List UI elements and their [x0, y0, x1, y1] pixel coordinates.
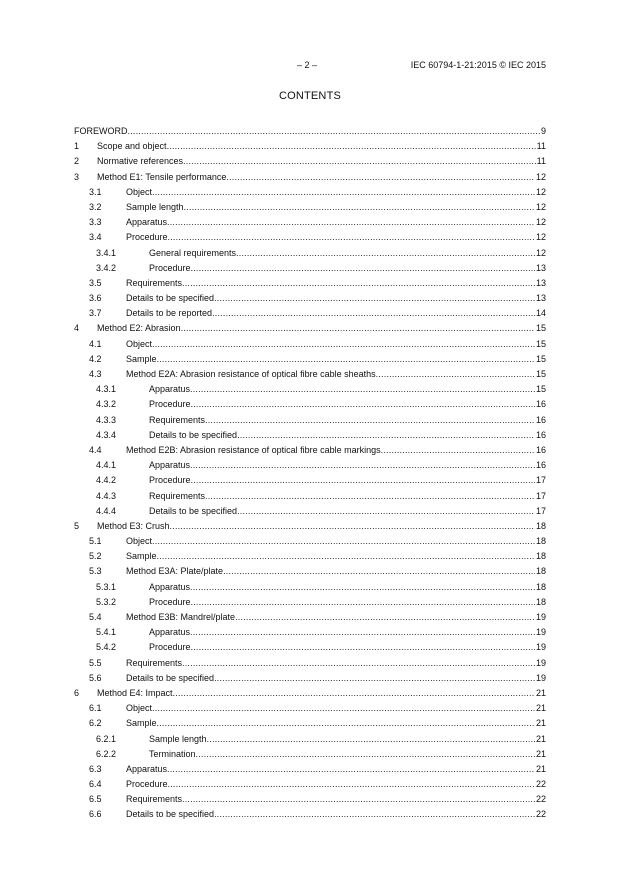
toc-entry-line — [126, 306, 546, 321]
toc-entry-title: Requirements — [126, 657, 183, 668]
dot-leader — [190, 580, 535, 595]
toc-entry[interactable] — [74, 701, 546, 716]
toc-entry-title: Sample — [126, 718, 157, 729]
toc-entry-title: Sample — [126, 551, 157, 562]
toc-entry-page: 19 — [535, 672, 546, 683]
toc-entry-number: 4 — [74, 323, 80, 334]
toc-entry-line — [97, 139, 546, 154]
toc-entry[interactable] — [74, 580, 546, 595]
toc-entry[interactable] — [74, 747, 546, 762]
toc-entry-page: 17 — [535, 505, 546, 516]
toc-entry-line — [126, 656, 546, 671]
page-header — [0, 60, 620, 74]
toc-entry[interactable] — [74, 291, 546, 306]
toc-entry-number: 5.5 — [89, 657, 102, 668]
dot-leader — [376, 367, 535, 382]
toc-entry-line — [126, 610, 546, 625]
toc-entry-line — [126, 549, 546, 564]
toc-entry-number: 3.6 — [89, 293, 102, 304]
toc-entry-page: 16 — [535, 414, 546, 425]
dot-leader — [205, 413, 535, 428]
toc-entry-line — [126, 792, 546, 807]
toc-entry-title: Method E1: Tensile performance — [97, 171, 227, 182]
dot-leader — [190, 625, 535, 640]
toc-entry-line — [126, 230, 546, 245]
toc-entry-title: Requirements — [126, 277, 183, 288]
toc-entry[interactable] — [74, 762, 546, 777]
dot-leader — [207, 732, 535, 747]
toc-entry-page: 18 — [535, 566, 546, 577]
toc-entry-number: 5.4.1 — [96, 627, 117, 638]
toc-entry-title: Apparatus — [149, 581, 191, 592]
dot-leader — [191, 640, 535, 655]
toc-entry[interactable] — [74, 549, 546, 564]
toc-entry-title: Details to be reported — [126, 308, 213, 319]
toc-entry-number: 3.2 — [89, 201, 102, 212]
toc-entry-title: Sample length — [126, 201, 184, 212]
toc-entry-line — [149, 595, 546, 610]
toc-entry-page: 21 — [535, 687, 546, 698]
toc-entry-line — [97, 154, 546, 169]
toc-entry[interactable] — [74, 261, 546, 276]
toc-entry-line — [149, 580, 546, 595]
dot-leader — [128, 124, 540, 139]
toc-entry-number: 4.2 — [89, 353, 102, 364]
toc-entry-line — [149, 246, 546, 261]
dot-leader — [212, 306, 535, 321]
dot-leader — [182, 656, 535, 671]
toc-entry-page: 21 — [535, 748, 546, 759]
toc-entry-title: Requirements — [149, 414, 206, 425]
toc-entry[interactable] — [74, 807, 546, 822]
toc-entry-number: 4.4.2 — [96, 475, 117, 486]
toc-entry-page: 18 — [535, 551, 546, 562]
toc-entry-page: 12 — [535, 232, 546, 243]
toc-entry-page: 15 — [535, 384, 546, 395]
toc-entry[interactable] — [74, 610, 546, 625]
toc-entry-title: Sample — [126, 353, 157, 364]
toc-entry-number: 6.2.1 — [96, 733, 117, 744]
toc-entry[interactable] — [74, 716, 546, 731]
toc-entry-line — [149, 489, 546, 504]
toc-entry-page: 16 — [535, 399, 546, 410]
toc-entry-line — [149, 747, 546, 762]
toc-entry[interactable] — [74, 625, 546, 640]
toc-entry-page: 22 — [535, 779, 546, 790]
toc-entry-number: 6.2.2 — [96, 748, 117, 759]
toc-entry-title: Apparatus — [149, 384, 191, 395]
toc-entry[interactable] — [74, 306, 546, 321]
dot-leader — [182, 276, 535, 291]
toc-entry-page: 13 — [535, 277, 546, 288]
toc-entry-page: 15 — [535, 369, 546, 379]
toc-entry-page: 16 — [535, 444, 546, 455]
toc-entry-number: 5.2 — [89, 551, 102, 562]
toc-entry-line — [149, 625, 546, 640]
toc-entry-line — [149, 473, 546, 488]
dot-leader — [191, 397, 535, 412]
toc-entry[interactable] — [74, 473, 546, 488]
toc-entry[interactable] — [74, 276, 546, 291]
toc-entry-page: 11 — [536, 156, 546, 167]
toc-entry[interactable] — [74, 352, 546, 367]
toc-entry-page: 18 — [535, 596, 546, 607]
toc-entry-title: Apparatus — [149, 460, 191, 471]
toc-entry-number: 6.5 — [89, 794, 102, 805]
toc-entry[interactable] — [74, 519, 546, 534]
toc-entry-title: Details to be specified — [126, 672, 215, 683]
document-reference: IEC 60794-1-21:2015 © IEC 2015 — [410, 60, 546, 70]
dot-leader — [214, 671, 535, 686]
toc-entry-line — [149, 504, 546, 519]
dot-leader — [157, 549, 535, 564]
toc-entry-number: 5.4.2 — [96, 642, 117, 653]
toc-entry-line — [149, 640, 546, 655]
toc-entry-page: 21 — [535, 733, 546, 744]
toc-entry-page: 9 — [540, 126, 546, 136]
toc-entry-number: 6.4 — [89, 779, 102, 790]
toc-entry-line — [126, 564, 546, 579]
toc-entry-line — [126, 185, 546, 200]
dot-leader — [157, 716, 535, 731]
toc-entry-title: Object — [126, 703, 153, 714]
toc-entry-page: 17 — [535, 490, 546, 501]
toc-entry[interactable] — [74, 124, 546, 139]
toc-entry-title: Termination — [149, 748, 196, 759]
dot-leader — [181, 321, 535, 336]
toc-entry[interactable] — [74, 382, 546, 397]
toc-entry[interactable] — [74, 139, 546, 154]
toc-entry-number: 4.3.1 — [96, 384, 117, 395]
toc-entry-title: Apparatus — [126, 217, 168, 228]
toc-entry-title: Requirements — [149, 490, 206, 501]
toc-entry-number: 3 — [74, 171, 80, 182]
toc-entry-line — [126, 367, 546, 382]
toc-entry-number: 4.4 — [89, 444, 102, 455]
toc-entry-line — [126, 337, 546, 352]
toc-entry-page: 17 — [535, 475, 546, 486]
toc-entry-line — [149, 397, 546, 412]
toc-entry-page: 18 — [535, 520, 546, 531]
toc-entry[interactable] — [74, 185, 546, 200]
toc-entry-title: Normative references — [97, 156, 184, 167]
toc-entry-line — [126, 807, 546, 822]
toc-entry-title: Procedure — [126, 232, 168, 243]
dot-leader — [214, 291, 535, 306]
toc-entry-page: 14 — [535, 308, 546, 319]
toc-entry-title: Method E3A: Plate/plate — [126, 566, 224, 577]
dot-leader — [214, 807, 535, 822]
dot-leader — [168, 230, 535, 245]
toc-entry-title: Procedure — [149, 399, 191, 410]
toc-entry-title: Procedure — [126, 779, 168, 790]
toc-entry-line — [149, 382, 546, 397]
toc-entry-number: 4.3.4 — [96, 429, 117, 440]
toc-entry-title: Method E3B: Mandrel/plate — [126, 612, 236, 622]
toc-entry[interactable] — [74, 200, 546, 215]
toc-entry[interactable] — [74, 504, 546, 519]
toc-entry-title: Method E3: Crush — [97, 520, 170, 531]
dot-leader — [236, 246, 535, 261]
dot-leader — [196, 747, 535, 762]
toc-entry-page: 19 — [535, 657, 546, 668]
toc-entry-number: 2 — [74, 156, 80, 167]
toc-entry[interactable] — [74, 489, 546, 504]
toc-entry[interactable] — [74, 367, 546, 382]
toc-entry-number: 3.1 — [89, 186, 102, 197]
dot-leader — [381, 443, 535, 458]
dot-leader — [184, 200, 535, 215]
toc-entry-number: 5.4 — [89, 612, 102, 622]
toc-entry-page: 16 — [535, 429, 546, 440]
toc-entry-title: Sample length — [149, 733, 207, 744]
dot-leader — [157, 352, 535, 367]
toc-entry-line — [97, 686, 546, 701]
toc-entry-line — [126, 215, 546, 230]
toc-entry-number: 4.4.1 — [96, 460, 117, 471]
toc-entry-line — [126, 701, 546, 716]
toc-entry-line — [97, 519, 546, 534]
toc-entry[interactable] — [74, 397, 546, 412]
toc-entry-title: Procedure — [149, 262, 191, 273]
dot-leader — [182, 792, 535, 807]
toc-entry-page: 12 — [535, 186, 546, 197]
toc-entry[interactable] — [74, 246, 546, 261]
toc-entry-line — [126, 276, 546, 291]
toc-entry[interactable] — [74, 671, 546, 686]
toc-entry-page: 21 — [535, 718, 546, 729]
toc-entry-page: 15 — [535, 338, 546, 349]
toc-entry-number: 4.1 — [89, 338, 102, 349]
toc-entry[interactable] — [74, 413, 546, 428]
toc-entry-page: 12 — [535, 171, 546, 182]
toc-entry-number: 3.4 — [89, 232, 102, 243]
toc-entry-page: 11 — [536, 141, 546, 152]
toc-entry-page: 13 — [535, 293, 546, 304]
toc-entry-title: Details to be specified — [126, 809, 215, 820]
toc-entry[interactable] — [74, 170, 546, 185]
toc-entry[interactable] — [74, 215, 546, 230]
toc-entry[interactable] — [74, 777, 546, 792]
toc-entry-page: 15 — [535, 353, 546, 364]
toc-entry[interactable] — [74, 564, 546, 579]
toc-entry[interactable] — [74, 230, 546, 245]
toc-entry-line — [149, 428, 546, 443]
toc-entry-page: 19 — [535, 627, 546, 638]
toc-entry-page: 18 — [535, 581, 546, 592]
toc-entry-number: 3.4.2 — [96, 262, 117, 273]
dot-leader — [235, 610, 535, 625]
dot-leader — [152, 185, 535, 200]
toc-entry-line — [126, 762, 546, 777]
toc-entry-line — [149, 732, 546, 747]
dot-leader — [191, 595, 535, 610]
toc-entry-title: Requirements — [126, 794, 183, 805]
toc-entry-line — [126, 777, 546, 792]
toc-entry-title: Details to be specified — [126, 293, 215, 304]
toc-entry-number: 3.4.1 — [96, 247, 117, 258]
toc-entry[interactable] — [74, 428, 546, 443]
toc-entry[interactable] — [74, 458, 546, 473]
toc-entry-title: Details to be specified — [149, 429, 238, 440]
toc-entry-page: 21 — [535, 703, 546, 714]
toc-entry-title: General requirements — [149, 247, 237, 258]
toc-entry-page: 12 — [535, 217, 546, 228]
dot-leader — [226, 170, 535, 185]
toc-entry-page: 13 — [535, 262, 546, 273]
toc-entry[interactable] — [74, 337, 546, 352]
toc-entry[interactable] — [74, 595, 546, 610]
toc-entry-page: 19 — [535, 642, 546, 653]
toc-entry-title: Procedure — [149, 475, 191, 486]
dot-leader — [152, 337, 535, 352]
toc-entry-title: Scope and object — [97, 141, 167, 152]
toc-entry-line — [126, 534, 546, 549]
toc-entry[interactable] — [74, 443, 546, 458]
toc-entry-page: 12 — [535, 201, 546, 212]
toc-entry-title: Method E4: Impact — [97, 687, 173, 698]
toc-entry-title: Procedure — [149, 596, 191, 607]
toc-entry-number: 6.1 — [89, 703, 102, 714]
dot-leader — [205, 489, 535, 504]
toc-entry-title: FOREWORD — [74, 126, 128, 136]
dot-leader — [170, 519, 535, 534]
toc-entry-page: 16 — [535, 460, 546, 471]
toc-entry-number: 6 — [74, 687, 80, 698]
toc-entry-title: Apparatus — [126, 763, 168, 774]
toc-entry-number: 5.3.1 — [96, 581, 117, 592]
toc-entry-title: Details to be specified — [149, 505, 238, 516]
toc-entry-line — [126, 291, 546, 306]
toc-entry-number: 4.4.4 — [96, 505, 117, 516]
dot-leader — [183, 154, 536, 169]
page-title: CONTENTS — [278, 90, 342, 102]
dot-leader — [152, 701, 535, 716]
toc-entry[interactable] — [74, 321, 546, 336]
toc-entry-number: 3.5 — [89, 277, 102, 288]
toc-entry-line — [149, 413, 546, 428]
toc-entry-title: Object — [126, 536, 153, 547]
dot-leader — [191, 473, 535, 488]
toc-entry[interactable] — [74, 640, 546, 655]
toc-entry-title: Procedure — [149, 642, 191, 653]
toc-entry[interactable] — [74, 656, 546, 671]
dot-leader — [167, 762, 535, 777]
toc-entry-title: Object — [126, 338, 153, 349]
toc-entry-number: 4.3.2 — [96, 399, 117, 410]
dot-leader — [173, 686, 535, 701]
toc-entry-page: 18 — [535, 536, 546, 547]
toc-entry-number: 4.3.3 — [96, 414, 117, 425]
toc-entry-line — [126, 716, 546, 731]
page-number: – 2 – — [297, 60, 318, 70]
toc-entry-page: 19 — [535, 612, 546, 622]
dot-leader — [152, 534, 535, 549]
toc-entry-number: 1 — [74, 141, 80, 152]
table-of-contents — [74, 124, 546, 823]
toc-entry-number: 5 — [74, 520, 80, 531]
toc-entry-number: 4.3 — [89, 369, 102, 379]
toc-entry[interactable] — [74, 154, 546, 169]
toc-entry-page: 22 — [535, 794, 546, 805]
toc-entry[interactable] — [74, 534, 546, 549]
toc-entry-number: 5.3 — [89, 566, 102, 577]
dot-leader — [223, 564, 535, 579]
toc-entry-line — [97, 321, 546, 336]
toc-entry-page: 15 — [535, 323, 546, 334]
dot-leader — [237, 504, 535, 519]
toc-entry-number: 6.3 — [89, 763, 102, 774]
toc-entry-title: Method E2A: Abrasion resistance of optical fibre cable sheaths — [126, 369, 376, 379]
toc-entry-number: 3.7 — [89, 308, 102, 319]
toc-entry-number: 3.3 — [89, 217, 102, 228]
toc-entry-title: Object — [126, 186, 153, 197]
toc-entry-number: 5.6 — [89, 672, 102, 683]
toc-entry[interactable] — [74, 792, 546, 807]
toc-entry-line — [149, 458, 546, 473]
dot-leader — [167, 139, 536, 154]
toc-entry-line — [126, 352, 546, 367]
toc-entry-title: Method E2B: Abrasion resistance of optical fibre cable markings — [126, 444, 381, 455]
dot-leader — [167, 215, 535, 230]
toc-entry-line — [97, 170, 546, 185]
dot-leader — [237, 428, 535, 443]
toc-entry-page: 21 — [535, 763, 546, 774]
dot-leader — [168, 777, 535, 792]
toc-entry-number: 6.2 — [89, 718, 102, 729]
toc-entry-title: Apparatus — [149, 627, 191, 638]
toc-entry-number: 4.4.3 — [96, 490, 117, 501]
dot-leader — [190, 382, 535, 397]
toc-entry-line — [74, 124, 546, 139]
toc-entry[interactable] — [74, 686, 546, 701]
toc-entry-line — [126, 671, 546, 686]
toc-entry[interactable] — [74, 732, 546, 747]
toc-entry-number: 5.1 — [89, 536, 102, 547]
toc-entry-title: Method E2: Abrasion — [97, 323, 181, 334]
toc-entry-page: 12 — [535, 247, 546, 258]
toc-entry-line — [149, 261, 546, 276]
dot-leader — [191, 261, 535, 276]
toc-entry-number: 5.3.2 — [96, 596, 117, 607]
toc-entry-line — [126, 200, 546, 215]
toc-entry-line — [126, 443, 546, 458]
toc-entry-page: 22 — [535, 809, 546, 820]
toc-entry-number: 6.6 — [89, 809, 102, 820]
dot-leader — [190, 458, 535, 473]
